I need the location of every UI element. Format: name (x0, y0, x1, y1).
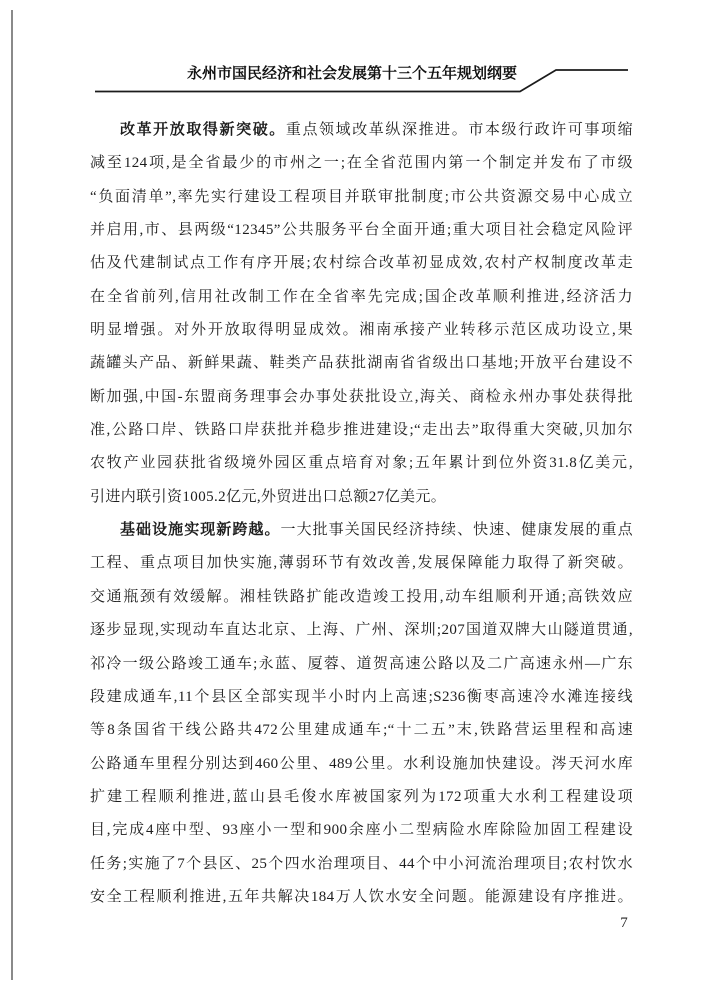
scan-edge-line (11, 10, 13, 980)
text-line: 减至124项,是全省最少的市州之一;在全省范围内第一个制定并发布了市级 (90, 155, 633, 172)
text-run: 一大批事关国民经济持续、快速、健康发展的重点 (280, 522, 633, 539)
text-line: 交通瓶颈有效缓解。湘桂铁路扩能改造竣工投用,动车组顺利开通;高铁效应 (90, 588, 633, 605)
text-line: 估及代建制试点工作有序开展;农村综合改革初显成效,农村产权制度改革走 (90, 255, 633, 272)
text-line: 任务;实施了7个县区、25个四水治理项目、44个中小河流治理项目;农村饮水 (90, 855, 633, 872)
text-line: 逐步显现,实现动车直达北京、上海、广州、深圳;207国道双牌大山隧道贯通, (90, 622, 633, 639)
text-line: 安全工程顺利推进,五年共解决184万人饮水安全问题。能源建设有序推进。 (90, 888, 633, 905)
text-line: 明显增强。对外开放取得明显成效。湘南承接产业转移示范区成功设立,果 (90, 322, 633, 339)
text-line: 段建成通车,11个县区全部实现半小时内上高速;S236衡枣高速冷水滩连接线 (90, 688, 633, 705)
text-line: 引进内联引资1005.2亿元,外贸进出口总额27亿美元。 (90, 488, 447, 505)
text-line: “负面清单”,率先实行建设工程项目并联审批制度;市公共资源交易中心成立 (90, 188, 633, 205)
text-line: 目,完成4座中型、93座小一型和900余座小二型病险水库除险加固工程建设 (90, 822, 633, 839)
text-line: 扩建工程顺利推进,蓝山县毛俊水库被国家列为172项重大水利工程建设项 (90, 788, 633, 805)
page-header-title: 永州市国民经济和社会发展第十三个五年规划纲要 (187, 66, 518, 82)
text-line: 公路通车里程分别达到460公里、489公里。水利设施加快建设。涔天河水库 (90, 755, 633, 772)
text-line: 断加强,中国-东盟商务理事会办事处获批设立,海关、商检永州办事处获得批 (90, 388, 633, 405)
text-run: 重点领域改革纵深推进。市本级行政许可事项缩 (285, 122, 633, 138)
text-line: 在全省前列,信用社改制工作在全省率先完成;国企改革顺利推进,经济活力 (90, 288, 633, 305)
text-line: 祁冷一级公路竣工通车;永蓝、厦蓉、道贺高速公路以及二广高速永州—广东 (90, 655, 633, 672)
text-line (90, 514, 633, 547)
text-line: 蔬罐头产品、新鲜果蔬、鞋类产品获批湖南省省级出口基地;开放平台建设不 (90, 355, 633, 372)
text-line: 农牧产业园获批省级境外园区重点培育对象;五年累计到位外资31.8亿美元, (90, 455, 633, 472)
text-line (90, 114, 633, 147)
text-line: 并启用,市、县两级“12345”公共服务平台全面开通;重大项目社会稳定风险评 (90, 222, 633, 239)
text-line: 工程、重点项目加快实施,薄弱环节有效改善,发展保障能力取得了新突破。 (90, 555, 633, 572)
text-line: 等8条国省干线公路共472公里建成通车;“十二五”末,铁路营运里程和高速 (90, 722, 633, 739)
paragraph-lead: 改革开放取得新突破。 (120, 122, 286, 138)
body-text (90, 114, 633, 914)
page-number: 7 (620, 915, 628, 931)
paragraph-lead: 基础设施实现新跨越。 (120, 522, 281, 539)
text-line: 准,公路口岸、铁路口岸获批并稳步推进建设;“走出去”取得重大突破,贝加尔 (90, 422, 633, 439)
header-rule (0, 0, 721, 110)
